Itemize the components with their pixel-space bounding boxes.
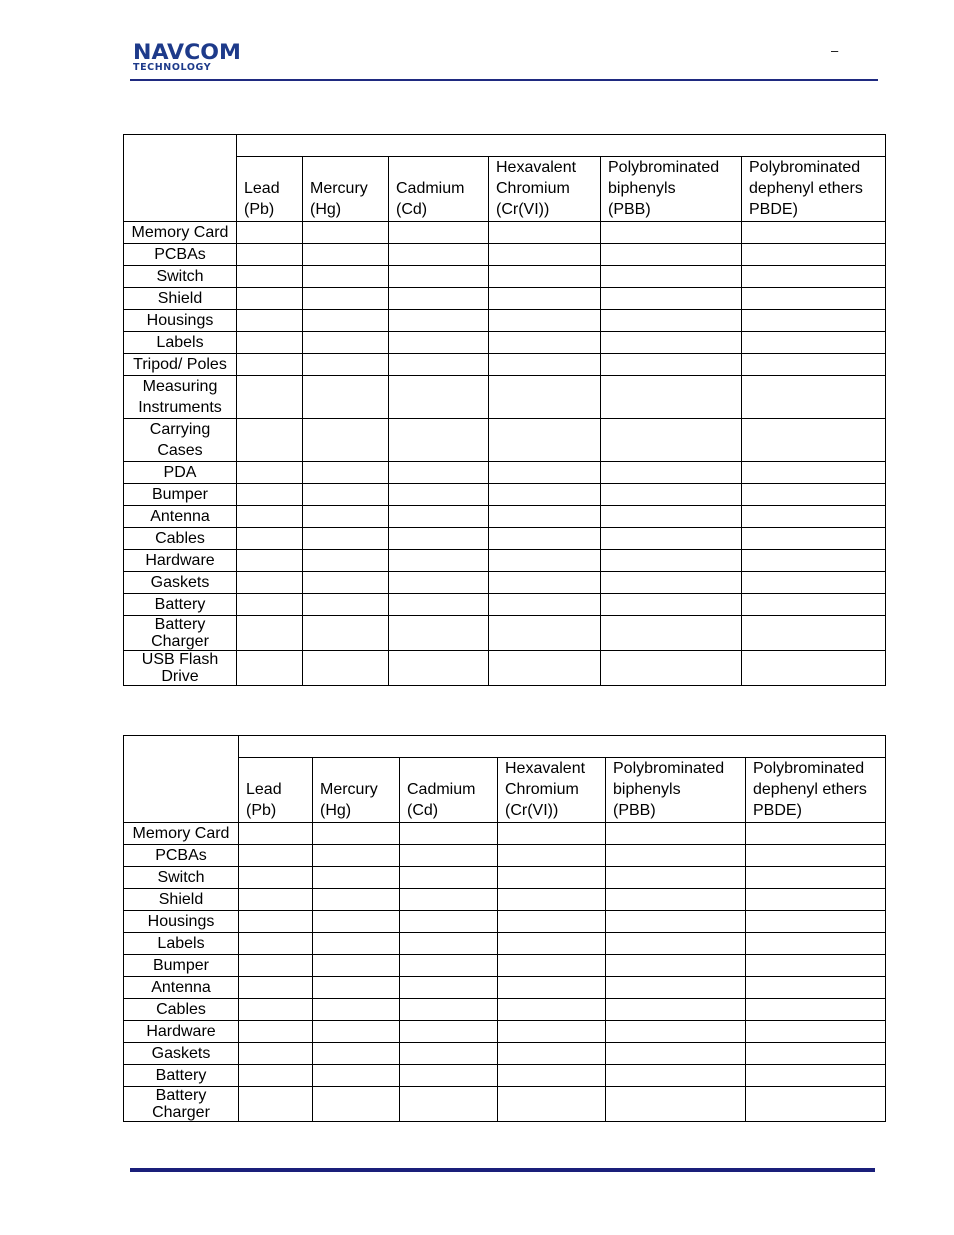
table-row (124, 1087, 886, 1122)
column-header: Polybrominated dephenyl ethers PBDE) (746, 758, 886, 823)
table-row (124, 823, 886, 845)
empty-cell (400, 867, 498, 889)
empty-cell (489, 528, 601, 550)
empty-cell (389, 310, 489, 332)
empty-cell (606, 889, 746, 911)
empty-cell (239, 977, 313, 999)
empty-cell (389, 484, 489, 506)
empty-cell (313, 911, 400, 933)
empty-cell (303, 419, 389, 462)
table-row (124, 419, 886, 462)
empty-cell (498, 1065, 606, 1087)
empty-cell (303, 550, 389, 572)
component-cell: Memory Card (124, 222, 237, 244)
empty-cell (389, 376, 489, 419)
substance-header-row (124, 157, 886, 222)
empty-cell (742, 528, 886, 550)
empty-cell (489, 572, 601, 594)
empty-cell (606, 1021, 746, 1043)
empty-cell (303, 376, 389, 419)
table-row (124, 376, 886, 419)
empty-cell (742, 244, 886, 266)
empty-cell (742, 354, 886, 376)
empty-cell (303, 332, 389, 354)
empty-cell (606, 977, 746, 999)
table-row (124, 867, 886, 889)
empty-cell (746, 889, 886, 911)
table-row (124, 1043, 886, 1065)
component-cell: Battery (124, 1065, 239, 1087)
component-cell: Carrying Cases (124, 419, 237, 462)
empty-cell (237, 651, 303, 686)
empty-cell (601, 550, 742, 572)
empty-cell (237, 594, 303, 616)
column-header: Lead (Pb) (239, 758, 313, 823)
column-header: Cadmium (Cd) (400, 758, 498, 823)
component-cell: Shield (124, 288, 237, 310)
component-cell: Hardware (124, 550, 237, 572)
empty-cell (601, 266, 742, 288)
substance-group-header (237, 135, 886, 157)
empty-cell (389, 332, 489, 354)
empty-cell (237, 572, 303, 594)
component-cell: PCBAs (124, 845, 239, 867)
component-cell: Shield (124, 889, 239, 911)
empty-cell (400, 889, 498, 911)
table-row (124, 354, 886, 376)
empty-cell (239, 955, 313, 977)
empty-cell (489, 484, 601, 506)
empty-cell (303, 572, 389, 594)
empty-cell (746, 1087, 886, 1122)
empty-cell (389, 244, 489, 266)
empty-cell (237, 222, 303, 244)
component-cell: Battery (124, 594, 237, 616)
component-cell: Switch (124, 266, 237, 288)
empty-cell (498, 1021, 606, 1043)
table-row (124, 616, 886, 651)
corner-cell (124, 736, 239, 823)
component-cell: Switch (124, 867, 239, 889)
empty-cell (237, 484, 303, 506)
table-row (124, 462, 886, 484)
table-header-row (124, 736, 886, 758)
component-cell: Battery Charger (124, 616, 237, 651)
column-header: Polybrominated biphenyls (PBB) (601, 157, 742, 222)
empty-cell (239, 911, 313, 933)
empty-cell (389, 462, 489, 484)
empty-cell (303, 528, 389, 550)
empty-cell (313, 823, 400, 845)
empty-cell (606, 823, 746, 845)
empty-cell (303, 594, 389, 616)
logo-wordmark: NAVCOM (133, 40, 241, 64)
component-cell: Antenna (124, 977, 239, 999)
empty-cell (237, 506, 303, 528)
empty-cell (400, 911, 498, 933)
empty-cell (313, 889, 400, 911)
header-rule (130, 79, 878, 81)
component-cell: Hardware (124, 1021, 239, 1043)
empty-cell (742, 462, 886, 484)
empty-cell (303, 484, 389, 506)
empty-cell (389, 651, 489, 686)
empty-cell (239, 1087, 313, 1122)
empty-cell (606, 955, 746, 977)
component-cell: Housings (124, 310, 237, 332)
empty-cell (313, 1087, 400, 1122)
table-row (124, 889, 886, 911)
table-row (124, 977, 886, 999)
empty-cell (746, 867, 886, 889)
empty-cell (303, 266, 389, 288)
empty-cell (313, 999, 400, 1021)
empty-cell (601, 310, 742, 332)
empty-cell (400, 823, 498, 845)
column-header: Lead (Pb) (237, 157, 303, 222)
column-header: Mercury (Hg) (303, 157, 389, 222)
table-row (124, 528, 886, 550)
empty-cell (239, 1021, 313, 1043)
empty-cell (498, 889, 606, 911)
empty-cell (601, 594, 742, 616)
empty-cell (313, 845, 400, 867)
empty-cell (313, 977, 400, 999)
empty-cell (606, 1065, 746, 1087)
empty-cell (498, 955, 606, 977)
empty-cell (313, 933, 400, 955)
empty-cell (400, 999, 498, 1021)
empty-cell (606, 1087, 746, 1122)
component-cell: Labels (124, 332, 237, 354)
empty-cell (746, 1043, 886, 1065)
empty-cell (742, 550, 886, 572)
empty-cell (498, 911, 606, 933)
empty-cell (389, 506, 489, 528)
empty-cell (498, 823, 606, 845)
component-cell: Gaskets (124, 1043, 239, 1065)
component-cell: Tripod/ Poles (124, 354, 237, 376)
empty-cell (742, 266, 886, 288)
empty-cell (746, 845, 886, 867)
empty-cell (389, 594, 489, 616)
component-cell: Antenna (124, 506, 237, 528)
empty-cell (400, 1087, 498, 1122)
empty-cell (746, 977, 886, 999)
component-cell: USB Flash Drive (124, 651, 237, 686)
empty-cell (313, 867, 400, 889)
empty-cell (389, 550, 489, 572)
component-cell: Bumper (124, 484, 237, 506)
empty-cell (237, 419, 303, 462)
empty-cell (601, 244, 742, 266)
empty-cell (237, 354, 303, 376)
component-cell: Labels (124, 933, 239, 955)
header-dash: – (831, 43, 839, 58)
empty-cell (601, 354, 742, 376)
hazardous-substance-table-2 (123, 735, 886, 1122)
table-row (124, 845, 886, 867)
empty-cell (400, 977, 498, 999)
empty-cell (742, 376, 886, 419)
table-row (124, 594, 886, 616)
component-cell: Bumper (124, 955, 239, 977)
empty-cell (237, 244, 303, 266)
empty-cell (742, 594, 886, 616)
empty-cell (489, 310, 601, 332)
empty-cell (489, 462, 601, 484)
table-row (124, 1065, 886, 1087)
empty-cell (489, 594, 601, 616)
empty-cell (303, 288, 389, 310)
empty-cell (489, 288, 601, 310)
table-row (124, 955, 886, 977)
empty-cell (489, 550, 601, 572)
empty-cell (313, 1021, 400, 1043)
empty-cell (601, 222, 742, 244)
empty-cell (498, 999, 606, 1021)
empty-cell (489, 244, 601, 266)
empty-cell (601, 462, 742, 484)
empty-cell (746, 955, 886, 977)
empty-cell (601, 376, 742, 419)
empty-cell (303, 222, 389, 244)
table-row (124, 550, 886, 572)
empty-cell (601, 506, 742, 528)
empty-cell (239, 933, 313, 955)
component-cell: Cables (124, 999, 239, 1021)
empty-cell (489, 354, 601, 376)
empty-cell (303, 651, 389, 686)
empty-cell (239, 845, 313, 867)
empty-cell (303, 462, 389, 484)
empty-cell (601, 572, 742, 594)
table-row (124, 1021, 886, 1043)
column-header: Hexavalent Chromium (Cr(VI)) (498, 758, 606, 823)
empty-cell (303, 244, 389, 266)
logo-tagline: TECHNOLOGY (133, 62, 212, 73)
column-header: Polybrominated biphenyls (PBB) (606, 758, 746, 823)
table-row (124, 933, 886, 955)
empty-cell (601, 288, 742, 310)
table-row (124, 484, 886, 506)
table-row (124, 911, 886, 933)
empty-cell (237, 376, 303, 419)
table-row (124, 310, 886, 332)
empty-cell (489, 376, 601, 419)
empty-cell (237, 616, 303, 651)
empty-cell (746, 1065, 886, 1087)
component-cell: Measuring Instruments (124, 376, 237, 419)
navcom-logo (133, 40, 255, 73)
empty-cell (489, 651, 601, 686)
table-row (124, 999, 886, 1021)
table-row (124, 222, 886, 244)
component-cell: PDA (124, 462, 237, 484)
empty-cell (237, 310, 303, 332)
footer-rule (130, 1168, 875, 1172)
empty-cell (498, 933, 606, 955)
empty-cell (498, 845, 606, 867)
empty-cell (498, 1087, 606, 1122)
table-row (124, 506, 886, 528)
empty-cell (742, 616, 886, 651)
empty-cell (742, 222, 886, 244)
empty-cell (389, 266, 489, 288)
empty-cell (239, 867, 313, 889)
empty-cell (239, 889, 313, 911)
table-row (124, 288, 886, 310)
empty-cell (237, 550, 303, 572)
column-header: Hexavalent Chromium (Cr(VI)) (489, 157, 601, 222)
empty-cell (389, 419, 489, 462)
column-header: Cadmium (Cd) (389, 157, 489, 222)
table-header-row (124, 135, 886, 157)
empty-cell (400, 1043, 498, 1065)
empty-cell (489, 419, 601, 462)
empty-cell (237, 462, 303, 484)
empty-cell (237, 288, 303, 310)
empty-cell (606, 933, 746, 955)
column-header: Polybrominated dephenyl ethers PBDE) (742, 157, 886, 222)
component-cell: Cables (124, 528, 237, 550)
empty-cell (742, 484, 886, 506)
empty-cell (303, 310, 389, 332)
empty-cell (746, 1021, 886, 1043)
empty-cell (400, 1021, 498, 1043)
empty-cell (746, 911, 886, 933)
table-row (124, 651, 886, 686)
substance-header-row (124, 758, 886, 823)
empty-cell (498, 1043, 606, 1065)
empty-cell (489, 266, 601, 288)
empty-cell (746, 933, 886, 955)
empty-cell (389, 572, 489, 594)
empty-cell (606, 911, 746, 933)
empty-cell (742, 651, 886, 686)
component-cell: Gaskets (124, 572, 237, 594)
corner-cell (124, 135, 237, 222)
empty-cell (606, 867, 746, 889)
empty-cell (601, 332, 742, 354)
empty-cell (239, 1043, 313, 1065)
empty-cell (601, 616, 742, 651)
empty-cell (303, 354, 389, 376)
empty-cell (489, 506, 601, 528)
empty-cell (237, 332, 303, 354)
empty-cell (237, 266, 303, 288)
empty-cell (400, 955, 498, 977)
empty-cell (606, 999, 746, 1021)
table-row (124, 332, 886, 354)
table-row (124, 244, 886, 266)
substance-group-header (239, 736, 886, 758)
empty-cell (400, 933, 498, 955)
empty-cell (606, 1043, 746, 1065)
empty-cell (742, 332, 886, 354)
empty-cell (601, 484, 742, 506)
empty-cell (389, 288, 489, 310)
empty-cell (313, 955, 400, 977)
empty-cell (239, 999, 313, 1021)
empty-cell (239, 1065, 313, 1087)
empty-cell (239, 823, 313, 845)
empty-cell (742, 419, 886, 462)
component-cell: PCBAs (124, 244, 237, 266)
empty-cell (313, 1043, 400, 1065)
empty-cell (237, 528, 303, 550)
hazardous-substance-table-1 (123, 134, 886, 686)
empty-cell (606, 845, 746, 867)
component-cell: Memory Card (124, 823, 239, 845)
empty-cell (303, 506, 389, 528)
empty-cell (742, 288, 886, 310)
empty-cell (389, 222, 489, 244)
empty-cell (746, 999, 886, 1021)
empty-cell (303, 616, 389, 651)
empty-cell (400, 1065, 498, 1087)
empty-cell (389, 354, 489, 376)
empty-cell (601, 651, 742, 686)
empty-cell (489, 616, 601, 651)
empty-cell (498, 977, 606, 999)
empty-cell (389, 616, 489, 651)
empty-cell (746, 823, 886, 845)
column-header: Mercury (Hg) (313, 758, 400, 823)
table-row (124, 572, 886, 594)
empty-cell (498, 867, 606, 889)
empty-cell (389, 528, 489, 550)
empty-cell (601, 528, 742, 550)
empty-cell (742, 572, 886, 594)
empty-cell (489, 332, 601, 354)
empty-cell (742, 310, 886, 332)
empty-cell (601, 419, 742, 462)
component-cell: Battery Charger (124, 1087, 239, 1122)
empty-cell (313, 1065, 400, 1087)
empty-cell (400, 845, 498, 867)
empty-cell (742, 506, 886, 528)
empty-cell (489, 222, 601, 244)
component-cell: Housings (124, 911, 239, 933)
table-row (124, 266, 886, 288)
